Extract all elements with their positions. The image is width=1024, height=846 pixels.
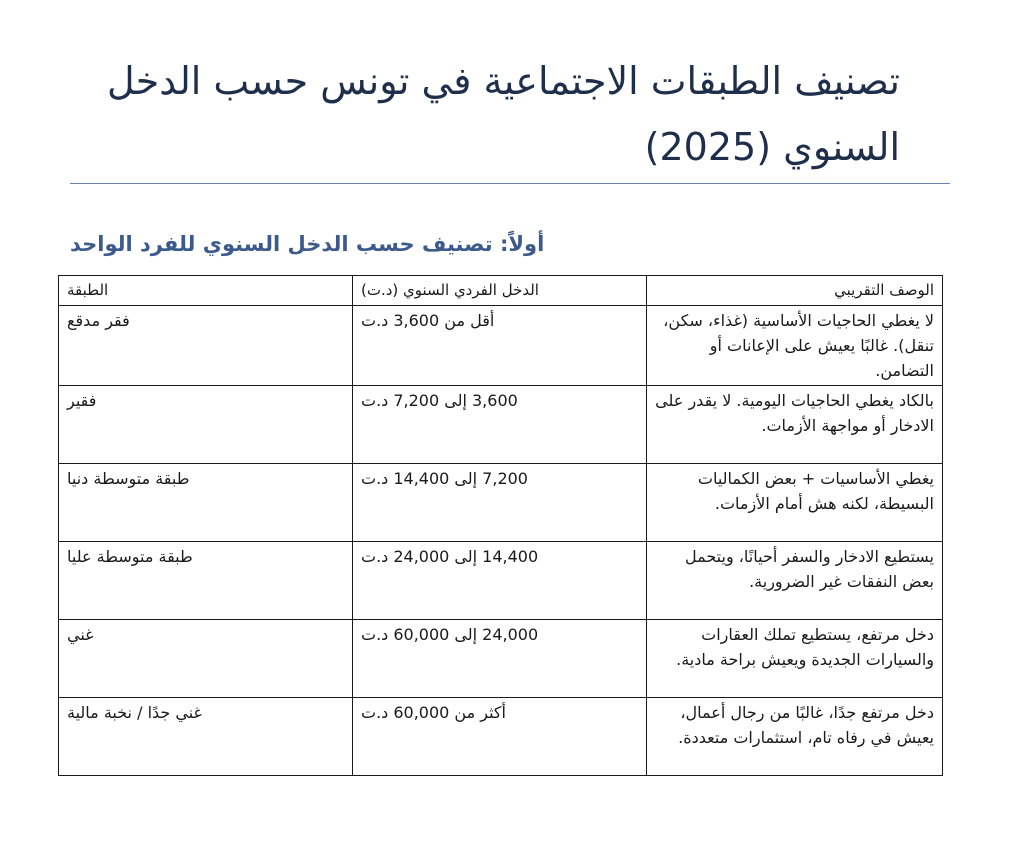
description-cell: دخل مرتفع جدًا، غالبًا من رجال أعمال، يعيش في رفاه تام، استثمارات متعددة. xyxy=(647,698,943,776)
title-divider xyxy=(70,183,950,184)
income-cell: أكثر من 60,000 د.ت xyxy=(353,698,647,776)
section-heading: أولاً: تصنيف حسب الدخل السنوي للفرد الواحد xyxy=(70,232,545,256)
class-cell: طبقة متوسطة عليا xyxy=(59,542,353,620)
description-cell: يغطي الأساسيات + بعض الكماليات البسيطة، لكنه هش أمام الأزمات. xyxy=(647,464,943,542)
table-row xyxy=(59,306,943,386)
class-cell: طبقة متوسطة دنيا xyxy=(59,464,353,542)
class-cell: غني xyxy=(59,620,353,698)
income-cell: 7,200 إلى 14,400 د.ت xyxy=(353,464,647,542)
class-cell: فقير xyxy=(59,386,353,464)
table-header-row xyxy=(59,276,943,306)
table-row xyxy=(59,698,943,776)
class-cell: فقر مدقع xyxy=(59,306,353,386)
page-title: تصنيف الطبقات الاجتماعية في تونس حسب الدخل السنوي (2025) xyxy=(107,59,900,169)
table-row xyxy=(59,620,943,698)
income-cell: أقل من 3,600 د.ت xyxy=(353,306,647,386)
header-income: الدخل الفردي السنوي (د.ت) xyxy=(353,276,647,306)
table-row xyxy=(59,464,943,542)
class-cell: غني جدًا / نخبة مالية xyxy=(59,698,353,776)
income-cell: 3,600 إلى 7,200 د.ت xyxy=(353,386,647,464)
description-cell: دخل مرتفع، يستطيع تملك العقارات والسيارات الجديدة ويعيش براحة مادية. xyxy=(647,620,943,698)
table-row xyxy=(59,542,943,620)
classification-table xyxy=(58,275,943,776)
header-class: الطبقة xyxy=(59,276,353,306)
description-cell: لا يغطي الحاجيات الأساسية (غذاء، سكن، تنقل). غالبًا يعيش على الإعانات أو التضامن. xyxy=(647,306,943,386)
header-description: الوصف التقريبي xyxy=(647,276,943,306)
income-cell: 14,400 إلى 24,000 د.ت xyxy=(353,542,647,620)
description-cell: بالكاد يغطي الحاجيات اليومية. لا يقدر على الادخار أو مواجهة الأزمات. xyxy=(647,386,943,464)
description-cell: يستطيع الادخار والسفر أحيانًا، ويتحمل بعض النفقات غير الضرورية. xyxy=(647,542,943,620)
table-row xyxy=(59,386,943,464)
income-cell: 24,000 إلى 60,000 د.ت xyxy=(353,620,647,698)
